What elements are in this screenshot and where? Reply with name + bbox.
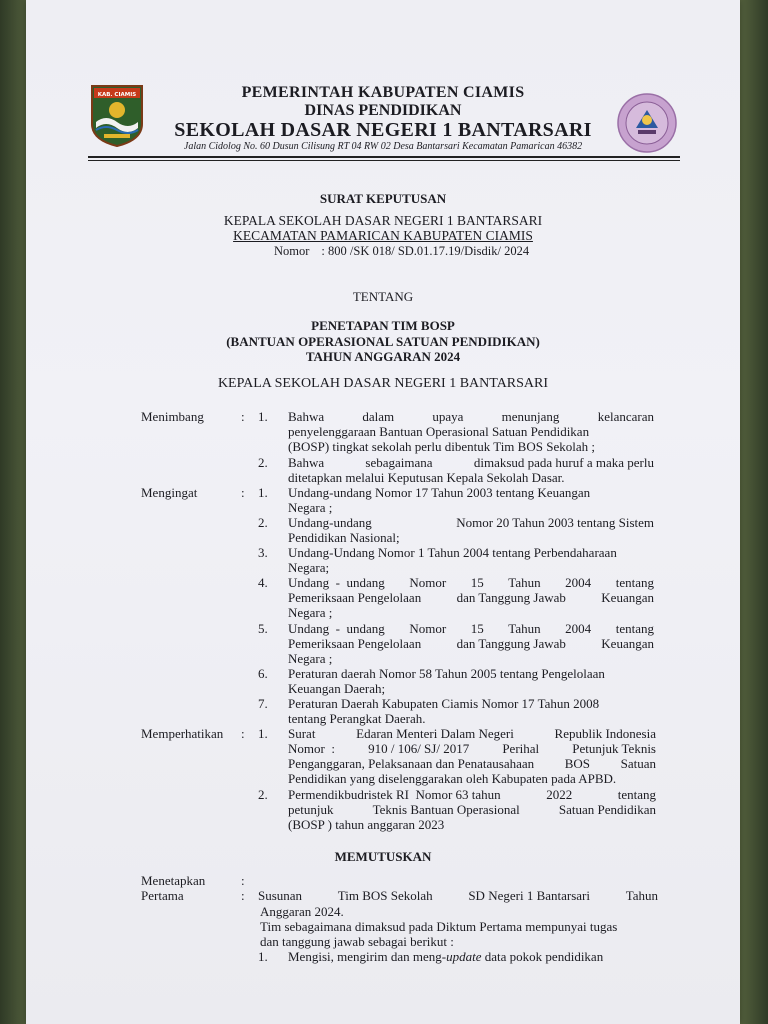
subject-line-1: PENETAPAN TIM BOSP	[311, 318, 455, 333]
menimbang-1-num: 1.	[258, 409, 268, 424]
document-number	[274, 244, 529, 259]
mengingat-4-line-1: Undang - undang Nomor 15 Tahun 2004 tentang	[288, 575, 654, 590]
memperhatikan-1-line-2: Nomor : 910 / 106/ SJ/ 2017 Perihal Petunjuk Teknis	[288, 741, 656, 756]
mengingat-2-num: 2.	[258, 515, 268, 530]
pertama-line-2: Anggaran 2024.	[260, 904, 344, 919]
mengingat-4-num: 4.	[258, 575, 268, 590]
subject-line-2: (BANTUAN OPERASIONAL SATUAN PENDIDIKAN)	[226, 334, 540, 349]
document-title: SURAT KEPUTUSAN	[319, 191, 447, 206]
mengingat-2-line-1: Undang-undang Nomor 20 Tahun 2003 tentang Sistem	[288, 515, 654, 530]
issuer-line-2: KEPALA SEKOLAH DASAR NEGERI 1 BANTARSARI	[217, 376, 549, 391]
mengingat-5-line-3: Negara ;	[288, 651, 333, 666]
letterhead-government: PEMERINTAH KABUPATEN CIAMIS	[241, 84, 525, 101]
pertama-sub-1-text	[288, 949, 603, 965]
background-right	[738, 0, 768, 1024]
sub-text-b: data pokok pendidikan	[481, 949, 604, 964]
memperhatikan-2-line-1: Permendikbudristek RI Nomor 63 tahun 2022 tentang	[288, 787, 656, 802]
pertama-label: Pertama	[141, 888, 184, 903]
sub-text-emphasis: update	[446, 949, 482, 964]
issuer-line: KEPALA SEKOLAH DASAR NEGERI 1 BANTARSARI	[223, 213, 543, 228]
letterhead-rule	[88, 156, 680, 158]
pertama-sub-1-num: 1.	[258, 949, 268, 964]
menimbang-2-num: 2.	[258, 455, 268, 470]
menimbang-2-line-2: ditetapkan melalui Keputusan Kepala Sekolah Dasar.	[288, 470, 565, 485]
mengingat-5-num: 5.	[258, 621, 268, 636]
colon: :	[241, 888, 245, 903]
mengingat-4-line-2: Pemeriksaan Pengelolaan dan Tanggung Jawab Keuangan	[288, 590, 654, 605]
menimbang-2-line-1: Bahwa sebagaimana dimaksud pada huruf a maka perlu	[288, 455, 654, 470]
memperhatikan-1-line-4: Pendidikan yang diselenggarakan oleh Kabupaten pada APBD.	[288, 771, 617, 786]
memperhatikan-2-line-3: (BOSP ) tahun anggaran 2023	[288, 817, 445, 832]
memperhatikan-1-line-1: Surat Edaran Menteri Dalam Negeri Republik Indonesia	[288, 726, 656, 741]
memperhatikan-label: Memperhatikan	[141, 726, 224, 741]
mengingat-3-line-2: Negara;	[288, 560, 330, 575]
district-text: KECAMATAN PAMARICAN KABUPATEN CIAMIS	[233, 228, 533, 243]
crest-lettering: KAB. CIAMIS	[97, 92, 137, 98]
menimbang-label: Menimbang	[141, 409, 204, 424]
mengingat-4-line-3: Negara ;	[288, 605, 333, 620]
menimbang-1-line-3: (BOSP) tingkat sekolah perlu dibentuk Tim BOS Sekolah ;	[288, 439, 595, 454]
letterhead-address: Jalan Cidolog No. 60 Dusun Cilisung RT 04 RW 02 Desa Bantarsari Kecamatan Pamarican 46382	[183, 141, 583, 152]
mengingat-7-num: 7.	[258, 696, 268, 711]
mengingat-3-line-1: Undang-Undang Nomor 1 Tahun 2004 tentang Perbendaharaan	[288, 545, 617, 560]
menetapkan-label: Menetapkan	[141, 873, 206, 888]
pertama-line-3: Tim sebagaimana dimaksud pada Diktum Pertama mempunyai tugas	[260, 919, 618, 934]
pertama-line-1: Susunan Tim BOS Sekolah SD Negeri 1 Bantarsari Tahun	[258, 888, 658, 903]
mengingat-7-line-2: tentang Perangkat Daerah.	[288, 711, 426, 726]
memperhatikan-2-num: 2.	[258, 787, 268, 802]
mengingat-3-num: 3.	[258, 545, 268, 560]
document-page	[26, 0, 740, 1024]
district-line	[26, 228, 740, 244]
subject-line-3: TAHUN ANGGARAN 2024	[305, 349, 461, 364]
tentang-heading: TENTANG	[352, 289, 414, 304]
sub-text-a: Mengisi, mengirim dan meng-	[288, 949, 447, 964]
mengingat-5-line-1: Undang - undang Nomor 15 Tahun 2004 tentang	[288, 621, 654, 636]
letterhead-rule-thin	[88, 160, 680, 161]
mengingat-1-line-1: Undang-undang Nomor 17 Tahun 2003 tentang Keuangan	[288, 485, 591, 500]
memperhatikan-1-line-3: Penganggaran, Pelaksanaan dan Penatausahaan BOS Satuan	[288, 756, 656, 771]
mengingat-label: Mengingat	[141, 485, 198, 500]
mengingat-5-line-2: Pemeriksaan Pengelolaan dan Tanggung Jawab Keuangan	[288, 636, 654, 651]
nomor-label: Nomor	[274, 244, 310, 258]
nomor-value: : 800 /SK 018/ SD.01.17.19/Disdik/ 2024	[321, 244, 530, 258]
pertama-line-4: dan tanggung jawab sebagai berikut :	[260, 934, 454, 949]
colon: :	[241, 409, 245, 424]
memperhatikan-1-num: 1.	[258, 726, 268, 741]
mengingat-6-line-1: Peraturan daerah Nomor 58 Tahun 2005 tentang Pengelolaan	[288, 666, 605, 681]
mengingat-1-line-2: Negara ;	[288, 500, 333, 515]
letterhead-department: DINAS PENDIDIKAN	[304, 102, 462, 119]
mengingat-2-line-2: Pendidikan Nasional;	[288, 530, 400, 545]
colon: :	[241, 873, 245, 888]
mengingat-6-num: 6.	[258, 666, 268, 681]
mengingat-7-line-1: Peraturan Daerah Kabupaten Ciamis Nomor 17 Tahun 2008	[288, 696, 600, 711]
mengingat-1-num: 1.	[258, 485, 268, 500]
mengingat-6-line-2: Keuangan Daerah;	[288, 681, 386, 696]
colon: :	[241, 485, 245, 500]
colon: :	[241, 726, 245, 741]
memutuskan-heading: MEMUTUSKAN	[334, 849, 432, 864]
memperhatikan-2-line-2: petunjuk Teknis Bantuan Operasional Satuan Pendidikan	[288, 802, 656, 817]
letterhead-school-name: SEKOLAH DASAR NEGERI 1 BANTARSARI	[174, 119, 592, 141]
menimbang-1-line-1: Bahwa dalam upaya menunjang kelancaran	[288, 409, 654, 424]
menimbang-1-line-2: penyelenggaraan Bantuan Operasional Satuan Pendidikan	[288, 424, 590, 439]
